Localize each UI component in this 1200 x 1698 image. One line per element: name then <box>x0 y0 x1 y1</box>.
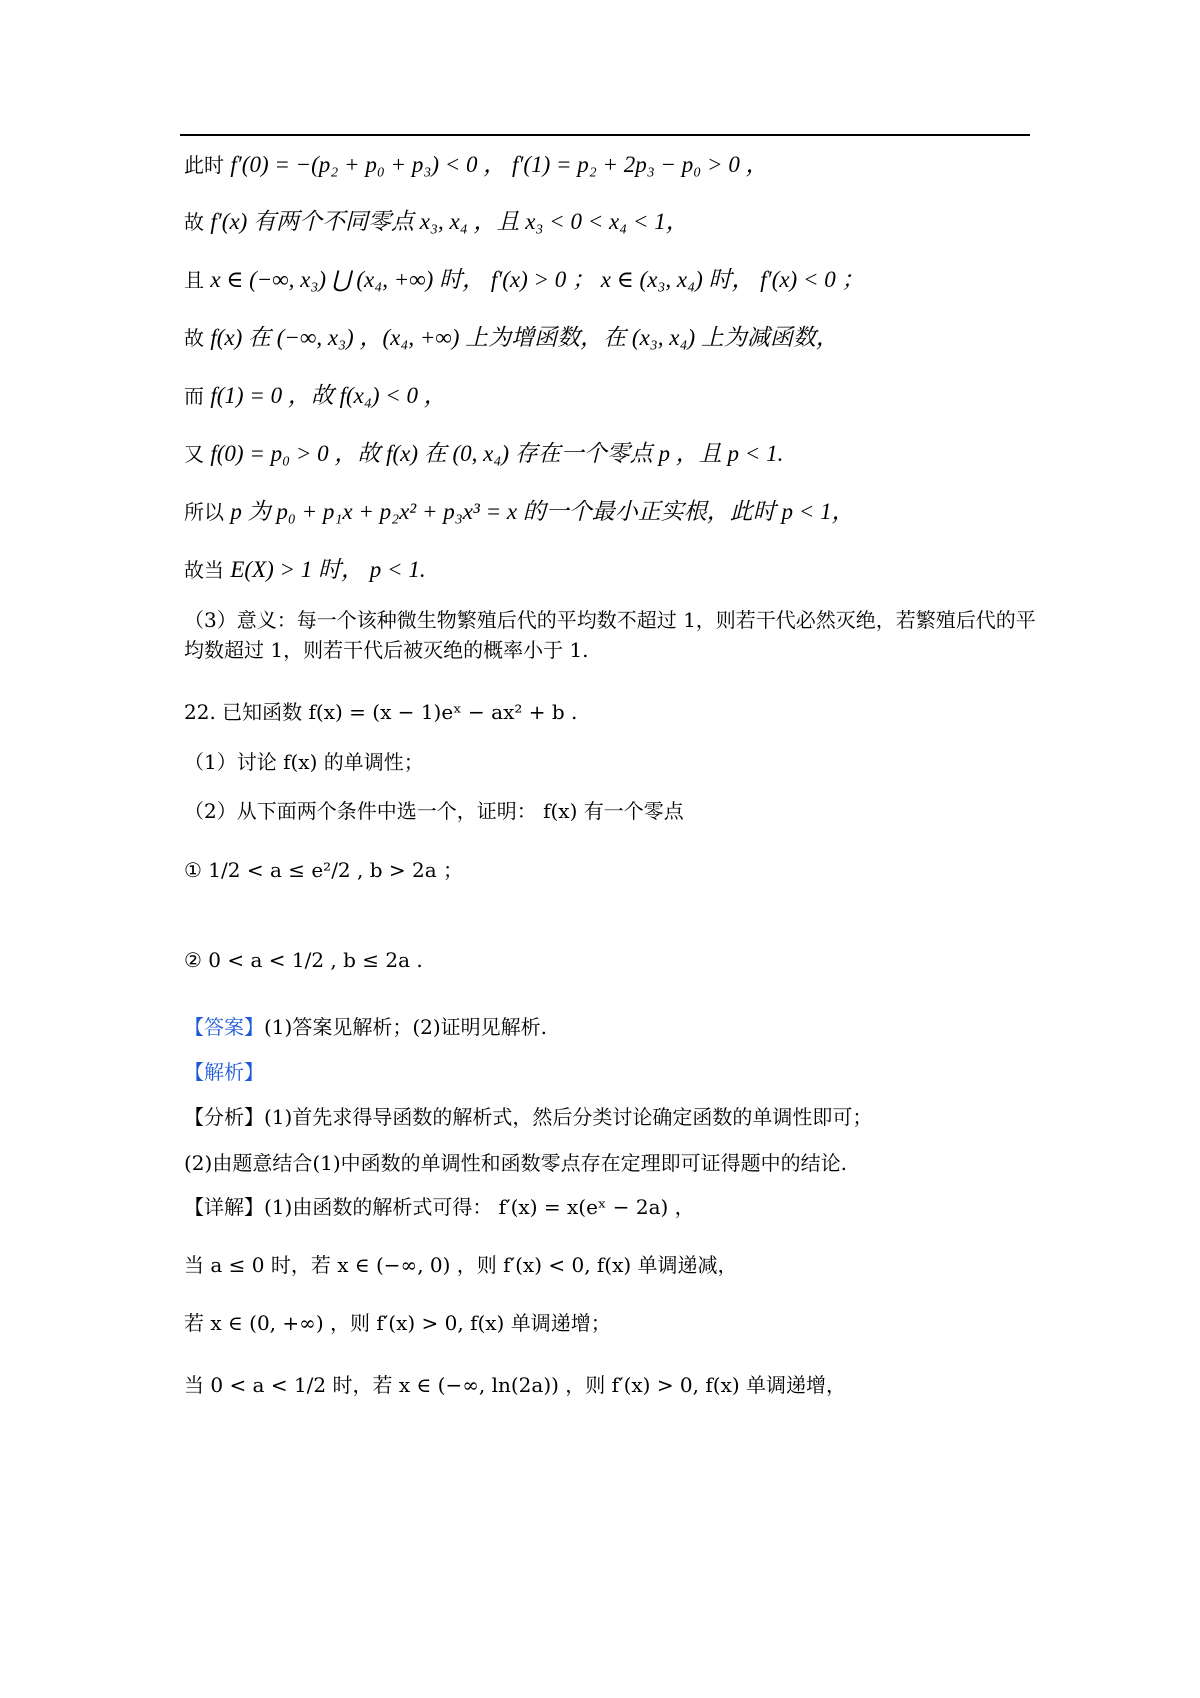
answer-tag: 【答案】 <box>184 1015 264 1039</box>
line-6: 又 f(0) = p₀ > 0 ，故 f(x) 在 (0, x₄) 存在一个零点 p ，且 p < 1. <box>184 441 784 466</box>
condition-2: ② 0 < a < 1/2 , b ≤ 2a . <box>184 948 423 972</box>
line-5: 而 f(1) = 0 ，故 f(x₄) < 0 ， <box>184 383 447 408</box>
line-2: 故 f′(x) 有两个不同零点 x₃, x₄ ，且 x₃ < 0 < x₄ < 1， <box>184 209 689 234</box>
line-4: 故 f(x) 在 (−∞, x₃) ，(x₄, +∞) 上为增函数，在 (x₃, x₄) 上为减函数， <box>184 325 839 350</box>
line-7: 所以 p 为 p₀ + p₁x + p₂x² + p₃x³ = x 的一个最小正实根，此时 p < 1， <box>184 499 855 524</box>
detail-line: 【详解】(1)由函数的解析式可得： f′(x) = x(eˣ − 2a) ， <box>184 1195 695 1219</box>
meaning-paragraph: （3）意义：每一个该种微生物繁殖后代的平均数不超过 1，则若干代必然灭绝，若繁殖后代的平均数超过 1，则若干代后被灭绝的概率小于 1. <box>184 608 1036 662</box>
question-part-2: （2）从下面两个条件中选一个，证明： f(x) 有一个零点 <box>184 799 684 823</box>
detail-3: 当 0 < a < 1/2 时，若 x ∈ (−∞, ln(2a)) ，则 f′(x) > 0, f(x) 单调递增， <box>184 1373 847 1397</box>
answer-line: 【答案】(1)答案见解析；(2)证明见解析. <box>184 1015 548 1039</box>
header-rule <box>180 134 1030 136</box>
condition-1: ① 1/2 < a ≤ e²/2 , b > 2a ； <box>184 858 464 882</box>
fenxi-line-2: (2)由题意结合(1)中函数的单调性和函数零点存在定理即可证得题中的结论. <box>184 1151 848 1175</box>
line-3: 且 x ∈ (−∞, x₃) ⋃ (x₄, +∞) 时， f′(x) > 0 ； x ∈ (x₃, x₄) 时， f′(x) < 0 ； <box>184 267 865 292</box>
line-8: 故当 E(X) > 1 时， p < 1. <box>184 557 426 582</box>
fenxi-line: 【分析】(1)首先求得导函数的解析式，然后分类讨论确定函数的单调性即可； <box>184 1105 873 1129</box>
detail-1: 当 a ≤ 0 时，若 x ∈ (−∞, 0) ，则 f′(x) < 0, f(x) 单调递减， <box>184 1253 738 1277</box>
question-part-1: （1）讨论 f(x) 的单调性； <box>184 750 424 774</box>
detail-2: 若 x ∈ (0, +∞) ，则 f′(x) > 0, f(x) 单调递增； <box>184 1311 611 1335</box>
question-22: 22. 已知函数 f(x) = (x − 1)eˣ − ax² + b . <box>184 700 578 724</box>
analysis-tag: 【解析】 <box>184 1060 264 1084</box>
line-1: 此时 f′(0) = −(p₂ + p₀ + p₃) < 0 ， f′(1) = p₂ + 2p₃ − p₀ > 0 ， <box>184 152 769 177</box>
